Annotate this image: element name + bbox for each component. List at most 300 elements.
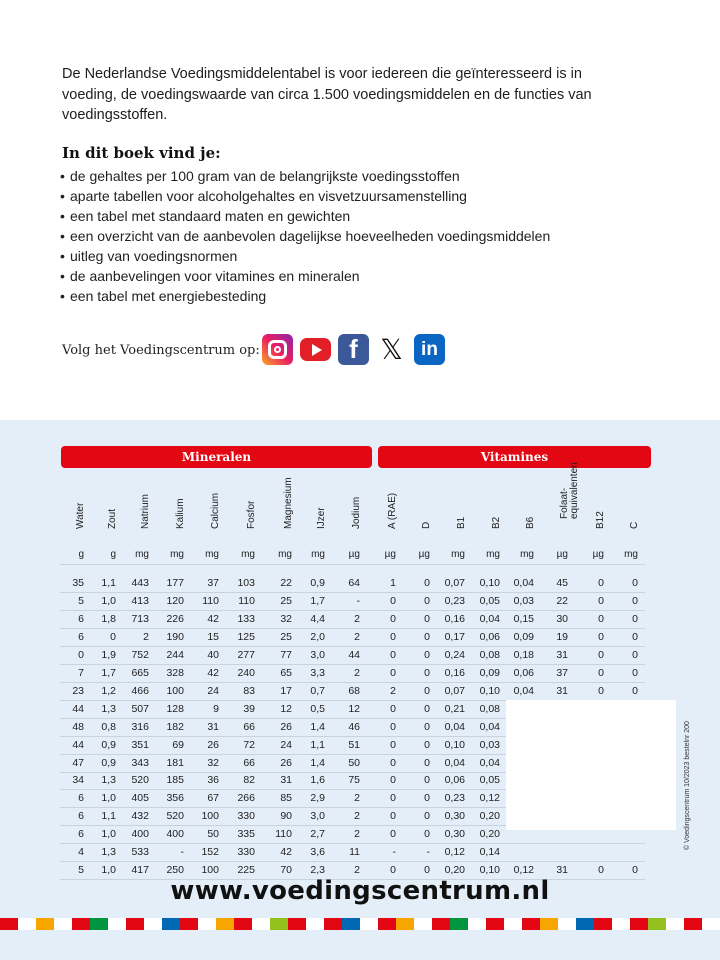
table-cell: 0: [598, 630, 604, 643]
table-divider: [60, 564, 645, 565]
table-cell: 0: [424, 756, 430, 769]
table-cell: 665: [131, 666, 149, 679]
x-glyph: 𝕏: [380, 334, 403, 365]
table-cell: 44: [348, 648, 360, 661]
table-cell: 0: [424, 612, 430, 625]
table-cell: 6: [78, 810, 84, 823]
table-cell: 0,15: [513, 612, 534, 625]
table-cell: 0,21: [444, 702, 465, 715]
table-cell: 1: [390, 577, 396, 589]
column-header: [129, 479, 153, 543]
table-cell: 432: [131, 810, 149, 823]
table-cell: 0,24: [444, 648, 465, 661]
table-cell: 0: [632, 594, 638, 607]
table-cell: 182: [166, 720, 184, 733]
table-cell: 22: [280, 577, 292, 589]
table-cell: 2: [354, 828, 360, 841]
table-cell: 2: [354, 864, 360, 877]
table-cell: 0: [390, 648, 396, 661]
table-cell: 1,1: [310, 738, 325, 751]
facebook-icon[interactable]: [338, 334, 369, 365]
table-cell: 2: [354, 612, 360, 625]
column-header: [480, 479, 504, 543]
table-cell: 0: [598, 666, 604, 679]
table-cell: 0: [598, 864, 604, 877]
column-header: [199, 479, 223, 543]
column-header: [96, 479, 120, 543]
stripe-segment: [216, 918, 234, 930]
table-cell: 50: [348, 756, 360, 769]
table-cell: 351: [131, 738, 149, 751]
table-cell: 177: [166, 577, 184, 589]
table-cell: 42: [207, 666, 219, 679]
column-header-label: B2: [491, 516, 502, 529]
table-cell: -: [180, 846, 184, 859]
table-cell: 330: [237, 846, 255, 859]
stripe-segment: [18, 918, 36, 930]
stripe-segment: [450, 918, 468, 930]
table-cell: 47: [72, 756, 84, 769]
table-cell: 0,23: [444, 594, 465, 607]
table-cell: 0,08: [479, 702, 500, 715]
table-cell: 0: [598, 577, 604, 589]
table-cell: 400: [166, 828, 184, 841]
table-cell: 0,04: [444, 756, 465, 769]
stripe-segment: [522, 918, 540, 930]
table-cell: 0,9: [310, 577, 325, 589]
stripe-segment: [558, 918, 576, 930]
column-header-label: Calcium: [210, 492, 221, 529]
table-cell: 2,7: [310, 828, 325, 841]
table-cell: 0: [424, 720, 430, 733]
table-cell: 520: [166, 810, 184, 823]
table-cell: 9: [213, 702, 219, 715]
table-cell: 226: [166, 612, 184, 625]
column-header: [584, 479, 608, 543]
unit-label: mg: [205, 549, 219, 560]
table-cell: 0,18: [513, 648, 534, 661]
table-cell: 83: [243, 684, 255, 697]
table-cell: 466: [131, 684, 149, 697]
table-cell: 12: [348, 702, 360, 715]
table-cell: 0: [598, 612, 604, 625]
table-cell: 0,16: [444, 612, 465, 625]
table-cell: 0,16: [444, 666, 465, 679]
table-cell: 77: [280, 648, 292, 661]
table-cell: 31: [207, 720, 219, 733]
column-header-label: B1: [456, 516, 467, 529]
stripe-segment: [198, 918, 216, 930]
column-header-label: A (RAE): [387, 492, 398, 529]
table-cell: 0: [632, 684, 638, 697]
column-header: [548, 462, 580, 543]
table-cell: 69: [172, 738, 184, 751]
table-cell: 26: [207, 738, 219, 751]
table-cell: 2: [354, 810, 360, 823]
table-cell: 34: [72, 774, 84, 787]
table-cell: 0: [632, 577, 638, 589]
unit-label: mg: [170, 549, 184, 560]
table-cell: 0: [424, 738, 430, 751]
table-cell: 72: [243, 738, 255, 751]
row-divider: [60, 843, 645, 844]
table-cell: 0,17: [444, 630, 465, 643]
table-cell: 0: [598, 594, 604, 607]
table-cell: 120: [166, 594, 184, 607]
table-cell: 417: [131, 864, 149, 877]
column-header-label: Magnesium: [283, 477, 294, 529]
table-cell: 48: [72, 720, 84, 733]
table-cell: 90: [280, 810, 292, 823]
table-cell: 39: [243, 702, 255, 715]
list-item: • aparte tabellen voor alcoholgehaltes en visvetzuursamenstelling: [60, 186, 550, 206]
table-cell: 0,10: [479, 864, 500, 877]
table-cell: 6: [78, 612, 84, 625]
table-cell: 0: [424, 828, 430, 841]
table-cell: 250: [166, 864, 184, 877]
table-cell: 82: [243, 774, 255, 787]
table-cell: 0,20: [479, 810, 500, 823]
unit-label: µg: [384, 549, 396, 560]
column-header: [410, 479, 434, 543]
book-contents-heading: In dit boek vind je:: [62, 144, 221, 162]
column-header-label: Water: [75, 502, 86, 529]
column-header: [235, 479, 259, 543]
table-cell: 0: [424, 702, 430, 715]
social-links: [262, 334, 445, 365]
table-cell: 35: [72, 577, 84, 589]
table-cell: 12: [280, 702, 292, 715]
table-cell: 0: [110, 630, 116, 643]
stripe-segment: [72, 918, 90, 930]
table-cell: 23: [72, 684, 84, 697]
instagram-icon[interactable]: [262, 334, 293, 365]
list-item: • de gehaltes per 100 gram van de belangrijkste voedingsstoffen: [60, 166, 550, 186]
intro-text: De Nederlandse Voedingsmiddelentabel is voor iedereen die geïnteresseerd is in voeding, de voedingswaarde van circa 1.500 voedingsmiddelen en de functies van voedingsstoffen.: [62, 66, 592, 123]
facebook-glyph: f: [349, 334, 358, 364]
table-cell: 0,04: [513, 577, 534, 589]
stripe-segment: [54, 918, 72, 930]
column-header-label: IJzer: [316, 507, 327, 529]
follow-label: Volg het Voedingscentrum op:: [62, 343, 260, 358]
row-divider: [60, 682, 645, 683]
column-header: [340, 479, 364, 543]
table-cell: 110: [275, 828, 292, 841]
list-item: • de aanbevelingen voor vitamines en mineralen: [60, 266, 550, 286]
table-cell: 0: [390, 630, 396, 643]
stripe-segment: [0, 918, 18, 930]
table-cell: 413: [131, 594, 149, 607]
column-header-label: Folaat- equivalenten: [559, 462, 580, 519]
table-cell: 0,14: [479, 846, 500, 859]
column-header: [618, 479, 642, 543]
table-cell: 1,3: [101, 774, 116, 787]
column-header-label: Fosfor: [246, 500, 257, 529]
table-cell: 26: [280, 756, 292, 769]
table-cell: 0: [390, 594, 396, 607]
stripe-segment: [468, 918, 486, 930]
table-cell: 0: [424, 648, 430, 661]
table-cell: 4,4: [310, 612, 325, 625]
stripe-segment: [324, 918, 342, 930]
column-header: [514, 479, 538, 543]
row-divider: [60, 664, 645, 665]
table-cell: 15: [207, 630, 219, 643]
table-cell: 0,04: [479, 756, 500, 769]
unit-label: mg: [241, 549, 255, 560]
table-cell: 65: [280, 666, 292, 679]
table-cell: 17: [280, 684, 292, 697]
table-cell: 152: [201, 846, 219, 859]
youtube-icon[interactable]: [300, 334, 331, 365]
column-header-label: C: [629, 521, 640, 529]
table-cell: 31: [556, 648, 568, 661]
column-header-label: Natrium: [140, 493, 151, 529]
table-cell: 1,7: [101, 666, 116, 679]
stripe-segment: [126, 918, 144, 930]
unit-label: µg: [418, 549, 430, 560]
stripe-segment: [486, 918, 504, 930]
stripe-segment: [684, 918, 702, 930]
contents-list: [60, 166, 550, 306]
column-header: [64, 479, 88, 543]
table-cell: 0: [390, 756, 396, 769]
table-cell: 0,07: [444, 577, 465, 589]
table-cell: 277: [237, 648, 255, 661]
table-cell: 50: [207, 828, 219, 841]
table-cell: 32: [207, 756, 219, 769]
table-cell: 0,03: [513, 594, 534, 607]
table-cell: 19: [556, 630, 568, 643]
table-cell: 0: [78, 648, 84, 661]
group-header-mineralen: Mineralen: [61, 446, 372, 468]
table-cell: 0,23: [444, 792, 465, 805]
table-cell: 0,9: [101, 738, 116, 751]
table-cell: 752: [131, 648, 149, 661]
table-cell: 0: [390, 792, 396, 805]
table-cell: 0: [424, 630, 430, 643]
table-cell: 335: [237, 828, 255, 841]
table-cell: 0: [424, 577, 430, 589]
stripe-segment: [666, 918, 684, 930]
table-cell: 0: [632, 864, 638, 877]
stripe-segment: [630, 918, 648, 930]
table-cell: 0: [390, 738, 396, 751]
table-cell: 0,20: [444, 864, 465, 877]
row-divider: [60, 628, 645, 629]
x-icon[interactable]: [376, 334, 407, 365]
table-cell: 0,04: [444, 720, 465, 733]
table-cell: 343: [131, 756, 149, 769]
table-cell: 405: [131, 792, 149, 805]
table-cell: 1,1: [101, 810, 116, 823]
stripe-segment: [90, 918, 108, 930]
unit-label: µg: [592, 549, 604, 560]
table-cell: 128: [166, 702, 184, 715]
table-cell: 0: [390, 666, 396, 679]
table-cell: 0,7: [310, 684, 325, 697]
table-cell: 2: [354, 666, 360, 679]
column-header: [445, 479, 469, 543]
table-cell: 0,12: [513, 864, 534, 877]
table-cell: 1,0: [101, 864, 116, 877]
table-cell: 22: [556, 594, 568, 607]
table-cell: 0: [424, 864, 430, 877]
table-cell: 0,04: [479, 720, 500, 733]
column-header-label: Kalium: [175, 498, 186, 529]
table-cell: 64: [348, 577, 360, 589]
table-cell: 1,7: [310, 594, 325, 607]
table-cell: 31: [280, 774, 292, 787]
website-url[interactable]: www.voedingscentrum.nl: [170, 876, 550, 906]
table-cell: 11: [349, 846, 360, 859]
table-cell: 0: [424, 684, 430, 697]
table-cell: 0,06: [513, 666, 534, 679]
table-cell: 443: [131, 577, 149, 589]
stripe-segment: [108, 918, 126, 930]
column-header-label: B12: [595, 511, 606, 529]
table-cell: 36: [207, 774, 219, 787]
unit-label: µg: [348, 549, 360, 560]
table-cell: 0,12: [444, 846, 465, 859]
table-cell: 328: [166, 666, 184, 679]
table-cell: 0: [390, 810, 396, 823]
table-cell: 0: [424, 666, 430, 679]
table-cell: 0: [424, 792, 430, 805]
table-cell: 0: [390, 720, 396, 733]
stripe-segment: [270, 918, 288, 930]
table-cell: 1,4: [310, 720, 325, 733]
table-cell: 110: [202, 594, 219, 607]
unit-label: mg: [135, 549, 149, 560]
unit-label: mg: [278, 549, 292, 560]
unit-label: mg: [486, 549, 500, 560]
stripe-segment: [378, 918, 396, 930]
table-cell: 1,0: [101, 828, 116, 841]
table-cell: 1,1: [101, 577, 116, 589]
stripe-segment: [576, 918, 594, 930]
table-cell: 40: [207, 648, 219, 661]
table-cell: 1,0: [101, 594, 116, 607]
table-cell: 0,20: [479, 828, 500, 841]
table-cell: 31: [556, 864, 568, 877]
group-header-vitamines: Vitamines: [378, 446, 651, 468]
stripe-segment: [288, 918, 306, 930]
table-cell: 110: [238, 594, 255, 607]
table-cell: 240: [237, 666, 255, 679]
stripe-segment: [360, 918, 378, 930]
table-cell: 66: [243, 756, 255, 769]
list-item: • een tabel met standaard maten en gewichten: [60, 206, 550, 226]
linkedin-glyph: in: [421, 338, 438, 360]
table-cell: 66: [243, 720, 255, 733]
table-cell: 0,10: [479, 577, 500, 589]
column-header-label: Zout: [107, 508, 118, 529]
row-divider: [60, 610, 645, 611]
list-item: • een tabel met energiebesteding: [60, 286, 550, 306]
table-cell: 356: [166, 792, 184, 805]
table-cell: 42: [280, 846, 292, 859]
stripe-segment: [144, 918, 162, 930]
color-stripe: [0, 918, 720, 930]
unit-label: mg: [520, 549, 534, 560]
table-cell: 0,10: [444, 738, 465, 751]
table-cell: 0,07: [444, 684, 465, 697]
table-cell: 0,09: [479, 666, 500, 679]
linkedin-icon[interactable]: [414, 334, 445, 365]
top-section: [0, 0, 720, 420]
table-cell: 68: [348, 684, 360, 697]
table-cell: 244: [166, 648, 184, 661]
table-cell: 44: [72, 702, 84, 715]
table-cell: 4: [78, 846, 84, 859]
copyright-side-text: © Voedingscentrum 10/2023 bestelnr 200: [684, 721, 691, 850]
stripe-segment: [306, 918, 324, 930]
stripe-segment: [162, 918, 180, 930]
table-cell: 45: [556, 577, 568, 589]
table-cell: 125: [237, 630, 255, 643]
table-cell: 0,04: [479, 612, 500, 625]
table-cell: 225: [237, 864, 255, 877]
table-cell: 7: [78, 666, 84, 679]
table-cell: 25: [280, 630, 292, 643]
unit-label: µg: [556, 549, 568, 560]
column-header: [376, 479, 400, 543]
table-cell: 3,6: [310, 846, 325, 859]
table-cell: 1,6: [310, 774, 325, 787]
table-cell: -: [426, 846, 430, 859]
table-cell: 1,2: [101, 684, 116, 697]
stripe-segment: [612, 918, 630, 930]
row-divider: [60, 646, 645, 647]
table-cell: 0,03: [479, 738, 500, 751]
table-cell: 1,9: [101, 648, 116, 661]
unit-label: g: [110, 549, 116, 560]
table-cell: 31: [556, 684, 568, 697]
table-cell: 0: [390, 828, 396, 841]
table-cell: 6: [78, 792, 84, 805]
table-cell: 133: [237, 612, 255, 625]
stripe-segment: [180, 918, 198, 930]
unit-label: mg: [451, 549, 465, 560]
table-cell: 316: [131, 720, 149, 733]
stripe-segment: [36, 918, 54, 930]
table-cell: 37: [207, 577, 219, 589]
table-cell: 44: [72, 738, 84, 751]
table-cell: 0,05: [479, 774, 500, 787]
stripe-segment: [234, 918, 252, 930]
table-cell: 42: [207, 612, 219, 625]
table-cell: 3,0: [310, 648, 325, 661]
table-cell: 181: [166, 756, 184, 769]
table-cell: 0: [632, 648, 638, 661]
stripe-segment: [594, 918, 612, 930]
stripe-segment: [396, 918, 414, 930]
list-item: • uitleg van voedingsnormen: [60, 246, 550, 266]
stripe-segment: [432, 918, 450, 930]
table-cell: 100: [166, 684, 184, 697]
table-cell: 1,8: [101, 612, 116, 625]
table-cell: 0: [598, 648, 604, 661]
table-cell: 0,8: [101, 720, 116, 733]
table-cell: 0: [390, 774, 396, 787]
row-divider: [60, 592, 645, 593]
table-cell: 1,3: [101, 846, 116, 859]
table-cell: 2,0: [310, 630, 325, 643]
table-cell: 2: [390, 684, 396, 697]
table-cell: 100: [201, 810, 219, 823]
table-cell: 70: [280, 864, 292, 877]
